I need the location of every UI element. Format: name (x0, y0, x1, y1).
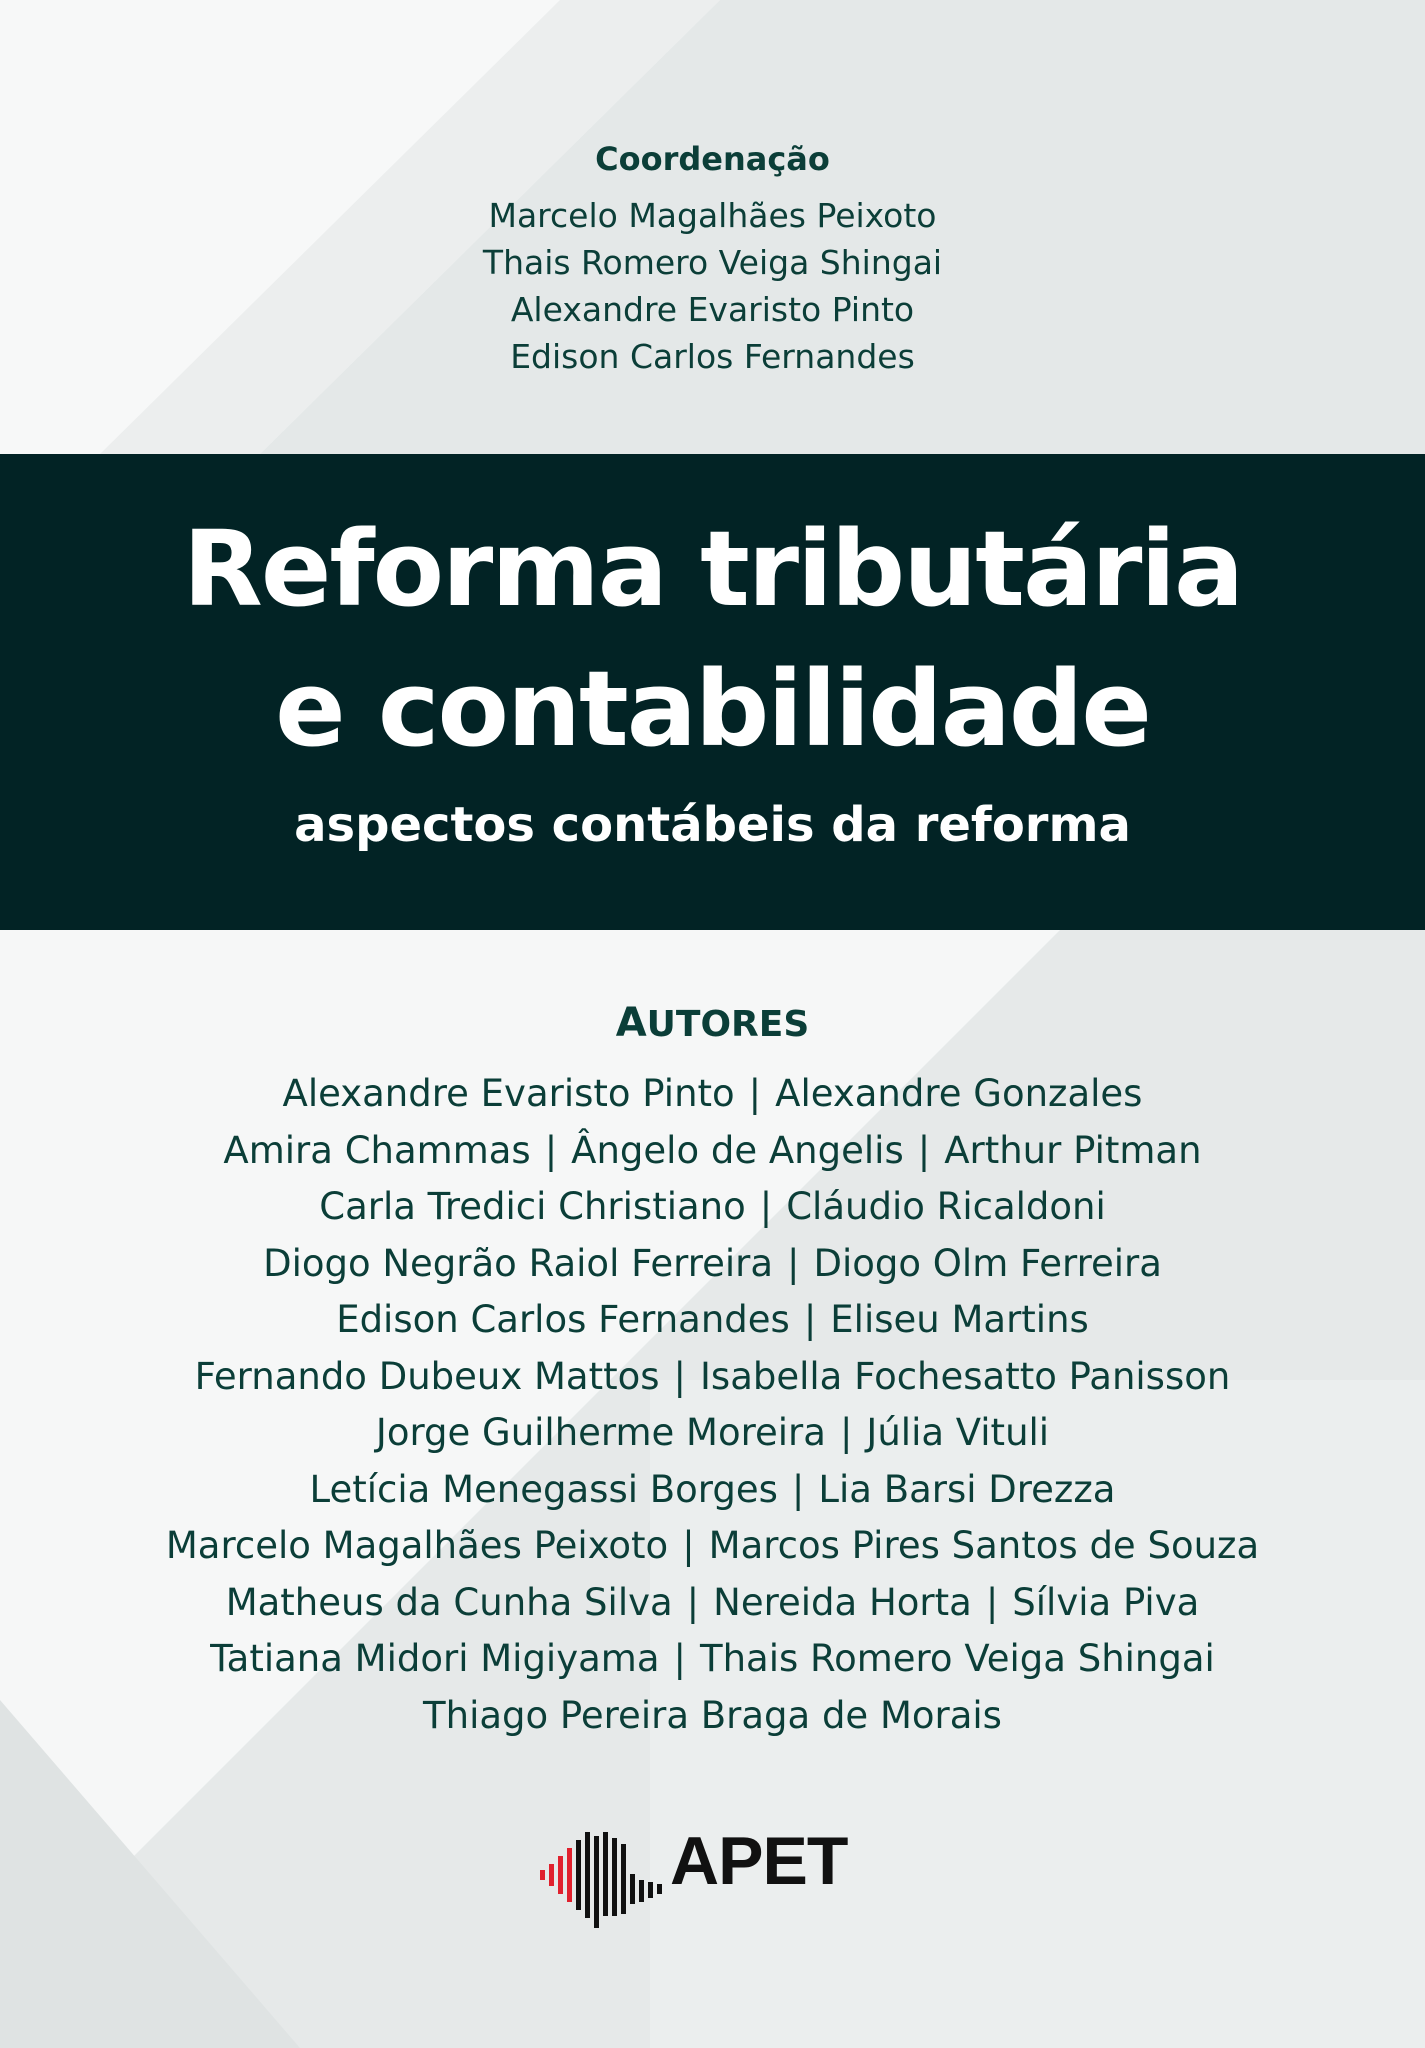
author-name: Eliseu Martins (830, 1298, 1089, 1341)
title-band (0, 454, 1425, 930)
author-line (0, 1688, 1425, 1745)
author-name: Marcos Pires Santos de Souza (708, 1524, 1260, 1567)
author-name: Thais Romero Veiga Shingai (699, 1637, 1215, 1680)
authors-block (0, 1000, 1425, 1744)
title-line: e contabilidade (275, 648, 1150, 770)
author-name: Edison Carlos Fernandes (336, 1298, 790, 1341)
author-line (0, 1066, 1425, 1123)
book-title (0, 499, 1425, 779)
author-line (0, 1518, 1425, 1575)
author-name: Isabella Fochesatto Panisson (700, 1354, 1231, 1398)
author-name: Jorge Guilherme Moreira (375, 1411, 826, 1454)
author-line (0, 1405, 1425, 1462)
author-separator: | (985, 1580, 999, 1624)
coordinator-name: Marcelo Magalhães Peixoto (488, 196, 937, 235)
author-line (0, 1292, 1425, 1349)
publisher-logo-text: APET (670, 1823, 848, 1899)
author-separator: | (917, 1128, 931, 1172)
author-line (0, 1631, 1425, 1688)
author-name: Matheus da Cunha Silva (225, 1580, 673, 1624)
author-name: Diogo Olm Ferreira (813, 1241, 1162, 1285)
author-list (0, 1066, 1425, 1744)
authors-heading-initial: A (615, 1000, 647, 1046)
coordinator-name: Edison Carlos Fernandes (510, 337, 915, 376)
author-separator: | (839, 1411, 853, 1454)
author-name: Nereida Horta (713, 1580, 972, 1624)
author-name: Amira Chammas (223, 1128, 531, 1172)
author-separator: | (787, 1241, 800, 1285)
author-line (0, 1236, 1425, 1293)
author-separator: | (686, 1580, 700, 1624)
author-name: Júlia Vituli (866, 1411, 1050, 1454)
coordinator-name: Alexandre Evaristo Pinto (510, 290, 915, 329)
author-separator: | (682, 1524, 695, 1567)
author-name: Alexandre Gonzales (775, 1072, 1143, 1115)
coordinator-name: Thais Romero Veiga Shingai (482, 243, 943, 282)
author-line (0, 1123, 1425, 1180)
sound-wave-logo-icon (540, 1822, 680, 1932)
author-name: Diogo Negrão Raiol Ferreira (263, 1241, 774, 1285)
author-name: Carla Tredici Christiano (319, 1185, 746, 1228)
coordination-heading: Coordenação (595, 140, 830, 178)
author-separator: | (673, 1637, 686, 1680)
author-separator: | (673, 1354, 686, 1398)
author-name: Tatiana Midori Migiyama (210, 1637, 660, 1680)
author-name: Cláudio Ricaldoni (786, 1185, 1106, 1228)
book-subtitle: aspectos contábeis da reforma (294, 797, 1131, 853)
author-name: Ângelo de Angelis (571, 1128, 904, 1172)
author-name: Fernando Dubeux Mattos (194, 1354, 660, 1398)
author-separator: | (759, 1185, 773, 1228)
author-name: Marcelo Magalhães Peixoto (165, 1524, 669, 1567)
author-name: Alexandre Evaristo Pinto (282, 1072, 735, 1115)
publisher-logo (540, 1822, 880, 1932)
author-name: Thiago Pereira Braga de Morais (423, 1693, 1002, 1737)
author-separator: | (544, 1128, 558, 1172)
author-name: Sílvia Piva (1012, 1580, 1200, 1624)
author-separator: | (791, 1467, 805, 1511)
author-name: Letícia Menegassi Borges (309, 1467, 778, 1511)
coordination-block (0, 140, 1425, 380)
author-line (0, 1462, 1425, 1519)
author-separator: | (803, 1298, 817, 1341)
authors-heading-rest: UTORES (646, 1004, 810, 1045)
author-line (0, 1575, 1425, 1632)
author-line (0, 1349, 1425, 1406)
title-line: Reforma tributária (182, 508, 1243, 630)
author-line (0, 1179, 1425, 1236)
author-separator: | (748, 1072, 762, 1115)
authors-heading (0, 1000, 1425, 1046)
author-name: Arthur Pitman (944, 1128, 1202, 1172)
author-name: Lia Barsi Drezza (818, 1467, 1116, 1511)
